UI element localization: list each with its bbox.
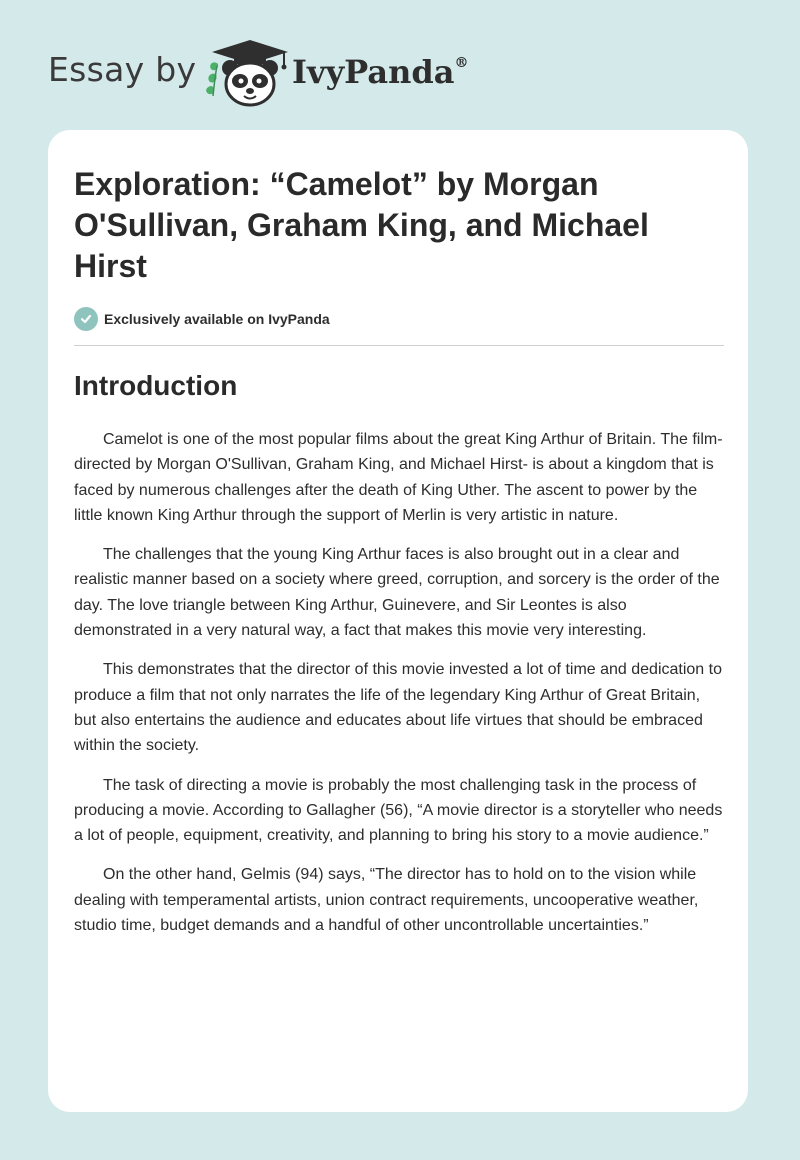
site-header bbox=[0, 0, 800, 130]
exclusive-badge bbox=[74, 306, 330, 332]
page-title: Exploration: “Camelot” by Morgan O'Sullivan, Graham King, and Michael Hirst bbox=[74, 166, 649, 284]
badge-text: Exclusively available on IvyPanda bbox=[104, 311, 330, 327]
article-body bbox=[74, 427, 726, 952]
paragraph: On the other hand, Gelmis (94) says, “The director has to hold on to the vision while dealing with temperamental artists, union contract requirements, uncooperative weather, studio time, budget demands and a handful of other uncontrollable uncertainties.” bbox=[74, 866, 699, 935]
brand-name[interactable] bbox=[292, 53, 468, 91]
panda-graduate-logo-icon[interactable] bbox=[200, 36, 300, 108]
registered-mark: ® bbox=[454, 55, 469, 71]
brand-name-text: IvyPanda bbox=[292, 53, 455, 91]
paragraph: Camelot is one of the most popular films about the great King Arthur of Britain. The film- directed by Morgan O'Sullivan, Graham King, and Michael Hirst- is about a kingdom that is faced by numerous challenges after the death of King Uther. The ascent to power by the little known King Arthur through the support of Merlin is very artistic in nature. bbox=[74, 431, 723, 524]
paragraph: The challenges that the young King Arthur faces is also brought out in a clear and realistic manner based on a society where greed, corruption, and sorcery is the order of the day. The love triangle between King Arthur, Guinevere, and Sir Leontes is also demonstrated in a very natural way, a fact that makes this movie very interesting. bbox=[74, 546, 720, 640]
check-circle-icon bbox=[74, 307, 98, 331]
essay-card bbox=[48, 130, 748, 1112]
paragraph: The task of directing a movie is probably the most challenging task in the process of producing a movie. According to Gallagher (56), “A movie director is a storyteller who needs a lot of people, equipment, creativity, and planning to bring his story to a movie audience.” bbox=[74, 776, 723, 845]
divider bbox=[74, 345, 724, 346]
brand-prefix: Essay by bbox=[48, 50, 197, 89]
section-heading: Introduction bbox=[74, 370, 238, 401]
paragraph: This demonstrates that the director of this movie invested a lot of time and dedication to produce a film that not only narrates the life of the legendary King Arthur of Great Britain, but also entertains the audience and educates about life virtues that should be embraced within the society. bbox=[74, 661, 722, 755]
